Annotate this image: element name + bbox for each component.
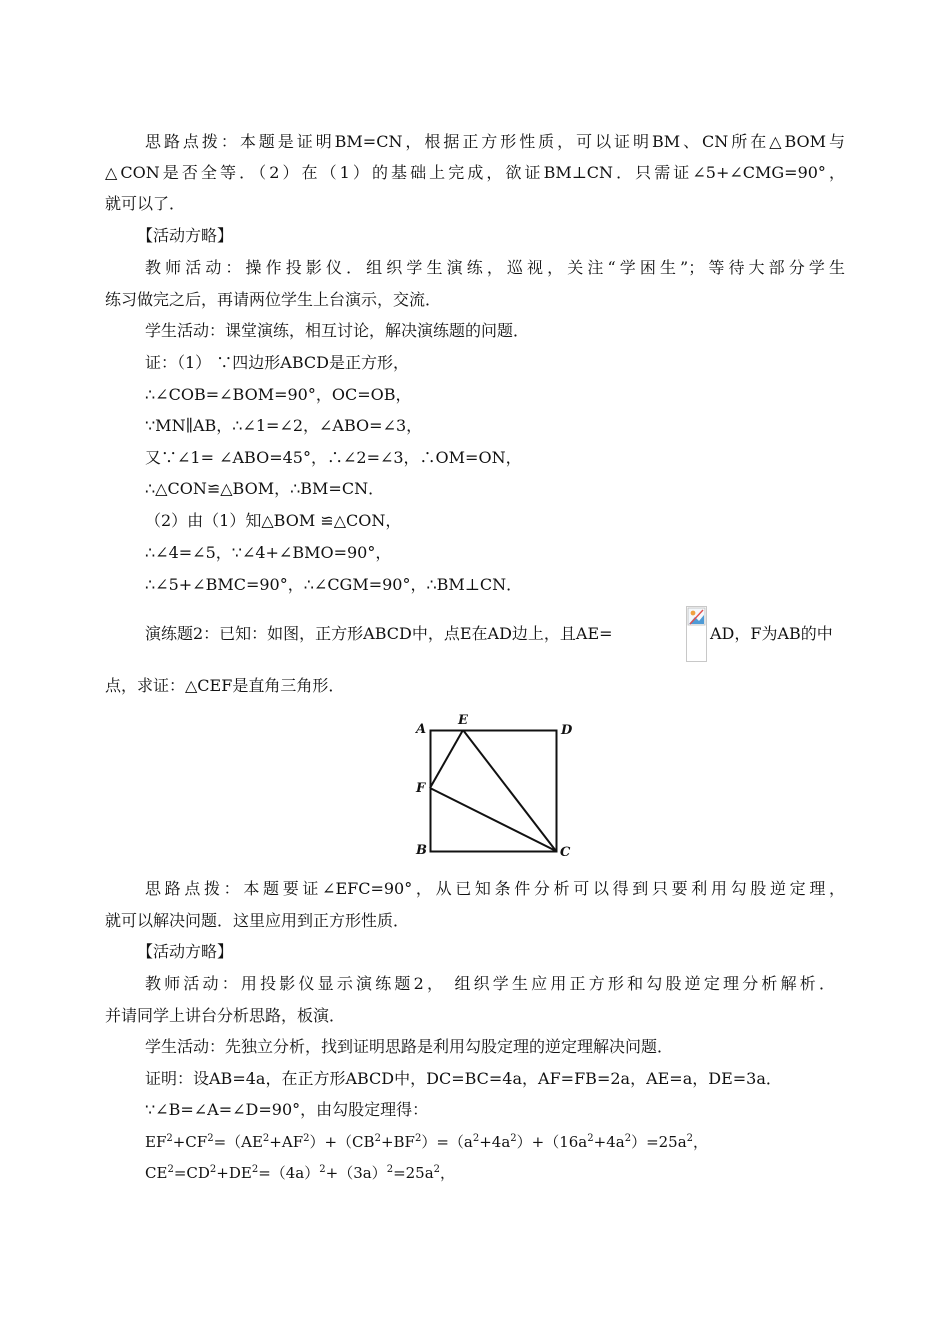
proof-line: 又∵∠1= ∠ABO=45°，∴∠2=∠3，∴OM=ON， xyxy=(145,448,522,467)
label-e: E xyxy=(458,713,468,728)
proof-line: （2）由（1）知△BOM ≌△CON， xyxy=(145,511,402,530)
label-b: B xyxy=(416,843,427,858)
text-line: 教师活动：用投影仪显示演练题2， 组织学生应用正方形和勾股逆定理分析解析． xyxy=(145,974,835,993)
proof-line: ∵∠B=∠A=∠D=90°，由勾股定理得： xyxy=(145,1100,429,1119)
label-c: C xyxy=(560,845,571,858)
text-line: 学生活动：先独立分析，找到证明思路是利用勾股定理的逆定理解决问题． xyxy=(145,1037,674,1056)
text-line: 思路点拨：本题要证∠EFC=90°，从已知条件分析可以得到只要利用勾股逆定理， xyxy=(145,879,845,898)
segment-ec xyxy=(463,730,556,851)
label-f: F xyxy=(416,781,426,796)
square-figure xyxy=(410,708,580,858)
exercise-statement-cont: AD，F为AB的中 xyxy=(710,624,833,643)
text-line: 练习做完之后，再请两位学生上台演示，交流． xyxy=(105,290,442,309)
text-line: 思路点拨：本题是证明BM=CN，根据正方形性质，可以证明BM、CN所在△BOM与 xyxy=(145,132,845,151)
section-heading: 【活动方略】 xyxy=(137,942,234,961)
equation-ce: $CE^2=CD^2+DE^2=(4a)^2+(3a)^2=25a^2$， xyxy=(145,1164,456,1182)
label-d: D xyxy=(561,723,573,738)
proof-line: ∵MN∥AB，∴∠1=∠2，∠ABO=∠3， xyxy=(145,416,423,435)
text-line: 点，求证：△CEF是直角三角形． xyxy=(105,676,345,695)
square-abcd xyxy=(431,731,557,852)
segment-fc xyxy=(430,788,556,851)
section-heading: 【活动方略】 xyxy=(137,226,234,245)
missing-image-icon xyxy=(686,606,707,662)
text-line: 学生活动：课堂演练，相互讨论，解决演练题的问题． xyxy=(145,321,530,340)
text-line: 教师活动：操作投影仪．组织学生演练，巡视，关注“学困生”；等待大部分学生 xyxy=(145,258,845,277)
text-line: 并请同学上讲台分析思路，板演． xyxy=(105,1006,346,1025)
proof-line: 证明：设AB=4a，在正方形ABCD中，DC=BC=4a，AF=FB=2a，AE=a，DE=3a． xyxy=(145,1069,782,1088)
proof-line: ∴∠COB=∠BOM=90°，OC=OB， xyxy=(145,385,412,404)
equation-ef-cf: $EF^2+CF^2=(AE^2+AF^2)+(CB^2+BF^2)=(a^2+4a^2)+(16a^2+4a^2)=25a^2$， xyxy=(145,1133,709,1151)
exercise-statement: 演练题2：已知：如图，正方形ABCD中，点E在AD边上，且AE= xyxy=(145,624,613,643)
proof-line: 证：（1） ∵四边形ABCD是正方形， xyxy=(145,353,409,372)
segment-ef xyxy=(430,730,463,788)
proof-line: ∴∠4=∠5，∵∠4+∠BMO=90°， xyxy=(145,543,392,562)
label-a: A xyxy=(416,722,427,737)
text-line: 就可以了． xyxy=(105,194,186,213)
text-line: 就可以解决问题．这里应用到正方形性质． xyxy=(105,911,410,930)
proof-line: ∴△CON≌△BOM，∴BM=CN． xyxy=(145,479,385,498)
proof-line: ∴∠5+∠BMC=90°，∴∠CGM=90°，∴BM⊥CN． xyxy=(145,575,523,594)
text-line: △CON是否全等．（2）在（1）的基础上完成，欲证BM⊥CN．只需证∠5+∠CMG=90°， xyxy=(105,163,845,182)
